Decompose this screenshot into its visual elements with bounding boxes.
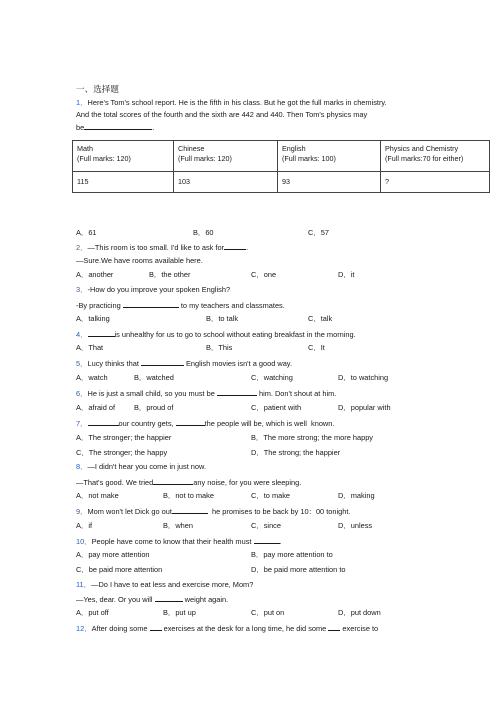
option-b[interactable]: B．when bbox=[163, 521, 193, 530]
option-b[interactable]: B．not to make bbox=[163, 491, 214, 500]
table-cell: English (Full marks: 100) bbox=[278, 141, 381, 172]
question-1-line-1: 1．Here's Tom's school report. He is the fifth in his class. But he got the full marks in chemistry. bbox=[76, 98, 387, 107]
option-c[interactable]: C．be paid more attention bbox=[76, 565, 163, 574]
table-cell: 103 bbox=[174, 172, 278, 193]
answer-blank[interactable] bbox=[328, 623, 340, 631]
option-a[interactable]: A．61 bbox=[76, 228, 97, 237]
option-c[interactable]: C．patient with bbox=[251, 403, 302, 412]
option-c[interactable]: C．put on bbox=[251, 608, 285, 617]
option-d[interactable]: D．popular with bbox=[338, 403, 391, 412]
question-4-stem: 4． is unhealthy for us to go to school without eating breakfast in the morning. bbox=[76, 330, 356, 339]
option-a[interactable]: A．if bbox=[76, 521, 93, 530]
option-c[interactable]: C．talk bbox=[308, 314, 333, 323]
question-11-reply: —Yes, dear. Or you will weight again. bbox=[76, 595, 229, 604]
option-c[interactable]: C．to make bbox=[251, 491, 291, 500]
option-c[interactable]: C．It bbox=[308, 343, 325, 352]
option-c[interactable]: C．since bbox=[251, 521, 281, 530]
question-1-line-3: be . bbox=[76, 123, 155, 132]
option-d[interactable]: D．making bbox=[338, 491, 375, 500]
answer-blank[interactable] bbox=[155, 594, 183, 602]
question-7-stem: 7． our country gets, the people will be, which is well known. bbox=[76, 419, 335, 428]
table-cell: Chinese (Full marks: 120) bbox=[174, 141, 278, 172]
option-b[interactable]: B．The more strong; the more happy bbox=[251, 433, 374, 442]
option-a[interactable]: A．afraid of bbox=[76, 403, 116, 412]
option-d[interactable]: D．to watching bbox=[338, 373, 389, 382]
option-d[interactable]: D．put down bbox=[338, 608, 381, 617]
option-d[interactable]: D．be paid more attention to bbox=[251, 565, 346, 574]
table-cell: 115 bbox=[73, 172, 174, 193]
option-b[interactable]: B．This bbox=[206, 343, 233, 352]
question-6-stem: 6．He is just a small child, so you must be him. Don't shout at him. bbox=[76, 389, 337, 398]
answer-blank[interactable] bbox=[123, 300, 179, 308]
option-c[interactable]: C．watching bbox=[251, 373, 293, 382]
option-b[interactable]: B．to talk bbox=[206, 314, 239, 323]
question-9-stem: 9．Mom won't let Dick go out he promises to be back by 10：00 tonight. bbox=[76, 507, 351, 516]
option-c[interactable]: C．57 bbox=[308, 228, 329, 237]
answer-blank[interactable] bbox=[88, 418, 119, 426]
option-d[interactable]: D．it bbox=[338, 270, 355, 279]
question-8-reply: —That's good. We tried any noise, for you were sleeping. bbox=[76, 478, 302, 487]
question-2-reply: —Sure.We have rooms available here. bbox=[76, 256, 203, 265]
option-a[interactable]: A．put off bbox=[76, 608, 109, 617]
section-title: 一、选择题 bbox=[76, 84, 119, 94]
school-report-table bbox=[72, 140, 490, 193]
option-a[interactable]: A．another bbox=[76, 270, 114, 279]
question-8-stem: 8．—I didn't hear you come in just now. bbox=[76, 462, 207, 471]
answer-blank[interactable] bbox=[84, 122, 152, 130]
option-a[interactable]: A．The stronger; the happier bbox=[76, 433, 172, 442]
answer-blank[interactable] bbox=[150, 623, 162, 631]
option-a[interactable]: A．pay more attention bbox=[76, 550, 150, 559]
option-c[interactable]: C．one bbox=[251, 270, 277, 279]
answer-blank[interactable] bbox=[224, 242, 246, 250]
answer-blank[interactable] bbox=[254, 536, 280, 544]
table-cell: ? bbox=[381, 172, 490, 193]
option-b[interactable]: B．60 bbox=[193, 228, 214, 237]
answer-blank[interactable] bbox=[217, 388, 257, 396]
option-a[interactable]: A．That bbox=[76, 343, 104, 352]
table-cell: Math (Full marks: 120) bbox=[73, 141, 174, 172]
question-number: 1． bbox=[76, 98, 88, 107]
option-d[interactable]: D．The strong; the happier bbox=[251, 448, 341, 457]
table-row bbox=[73, 172, 490, 193]
table-header-row bbox=[73, 141, 490, 172]
question-5-stem: 5．Lucy thinks that English movies isn't a good way. bbox=[76, 359, 293, 368]
option-b[interactable]: B．watched bbox=[134, 373, 174, 382]
question-11-options bbox=[76, 608, 436, 662]
option-b[interactable]: B．proud of bbox=[134, 403, 174, 412]
question-10-stem: 10．People have come to know that their health must . bbox=[76, 537, 282, 546]
answer-blank[interactable] bbox=[141, 358, 184, 366]
option-c[interactable]: C．The stronger; the happy bbox=[76, 448, 168, 457]
question-12-stem: 12．After doing some exercises at the desk for a long time, he did some exercise to bbox=[76, 624, 379, 633]
question-1-line-2: And the total scores of the fourth and the sixth are 442 and 440. Then Tom's physics may bbox=[76, 110, 368, 119]
question-2-stem: 2．—This room is too small. I'd like to ask for . bbox=[76, 243, 249, 252]
option-d[interactable]: D．unless bbox=[338, 521, 373, 530]
answer-blank[interactable] bbox=[88, 329, 115, 337]
option-b[interactable]: B．pay more attention to bbox=[251, 550, 333, 559]
answer-blank[interactable] bbox=[153, 477, 193, 485]
question-3-reply: -By practicing to my teachers and classmates. bbox=[76, 301, 285, 310]
table-cell: 93 bbox=[278, 172, 381, 193]
table-cell: Physics and Chemistry (Full marks:70 for either) bbox=[381, 141, 490, 172]
question-3-stem: 3．-How do you improve your spoken English? bbox=[76, 285, 231, 294]
question-11-stem: 11．—Do I have to eat less and exercise more, Mom? bbox=[76, 580, 254, 589]
option-a[interactable]: A．talking bbox=[76, 314, 110, 323]
option-a[interactable]: A．watch bbox=[76, 373, 108, 382]
option-a[interactable]: A．not make bbox=[76, 491, 119, 500]
answer-blank[interactable] bbox=[176, 418, 205, 426]
option-b[interactable]: B．the other bbox=[149, 270, 191, 279]
option-b[interactable]: B．put up bbox=[163, 608, 196, 617]
answer-blank[interactable] bbox=[172, 506, 208, 514]
